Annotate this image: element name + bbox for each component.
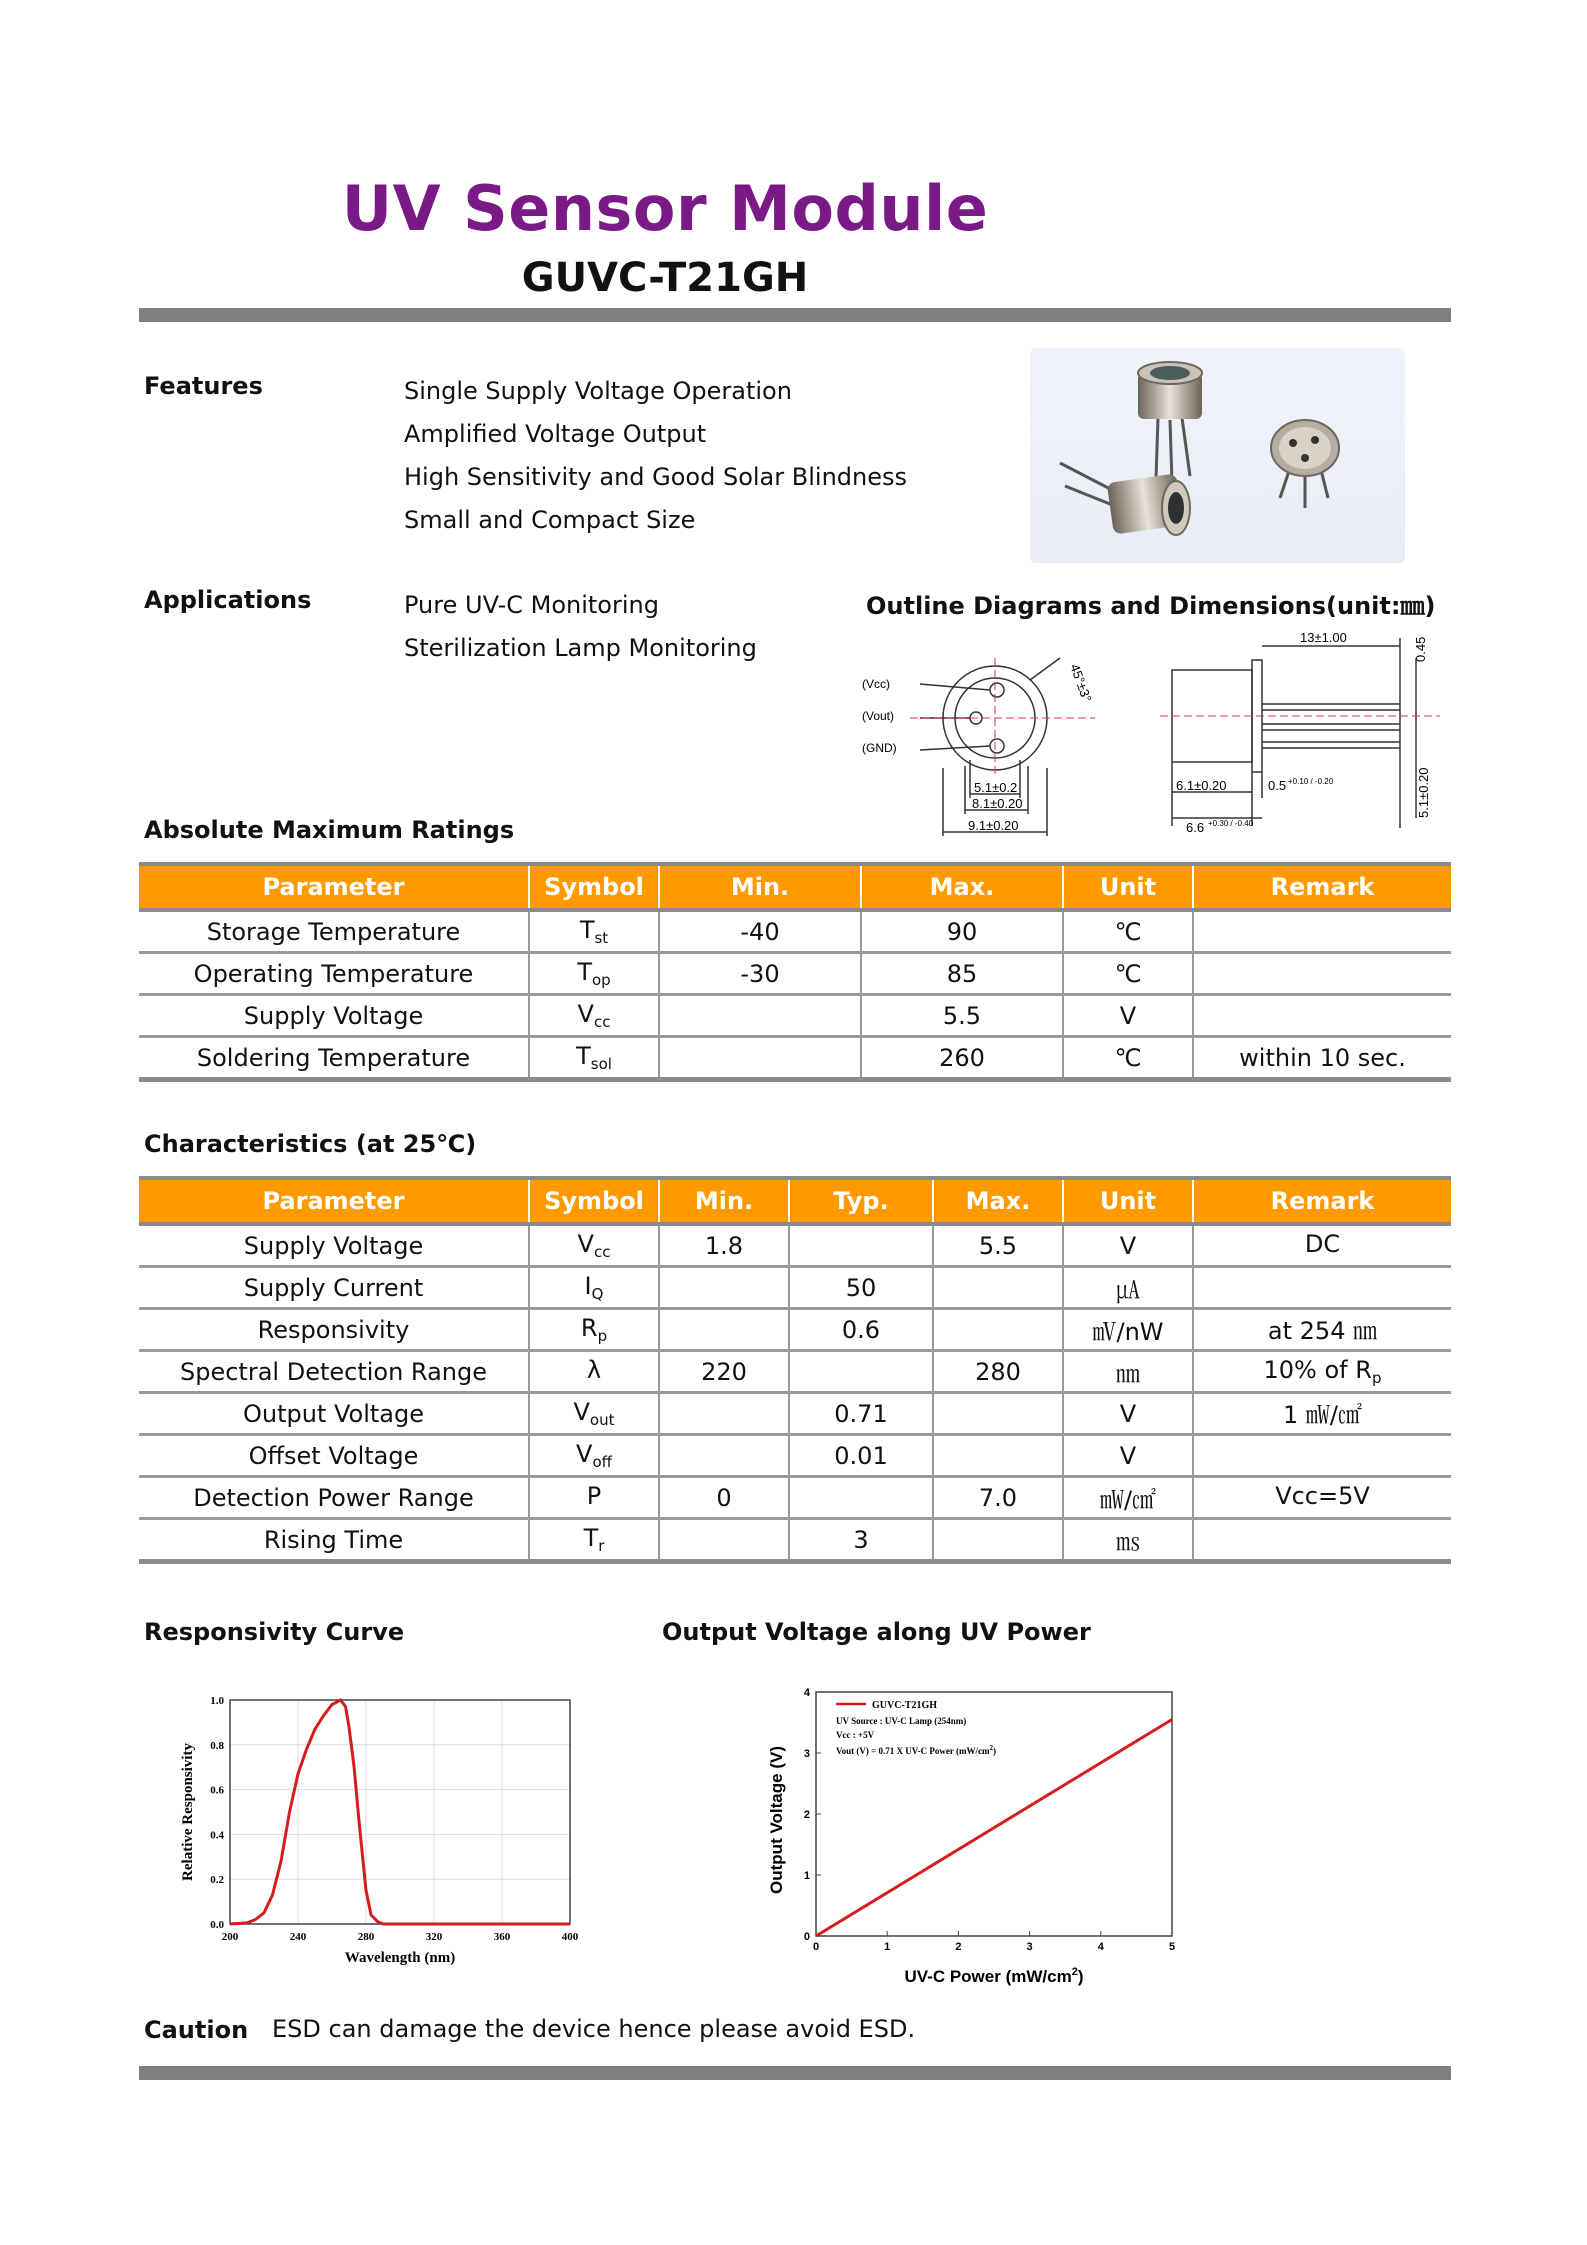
typ-cell: 3 (789, 1519, 933, 1562)
max-cell: 260 (861, 1037, 1063, 1080)
plot-frame (230, 1700, 570, 1924)
remark-cell (1193, 995, 1451, 1037)
feature-item: Small and Compact Size (404, 506, 696, 534)
dim-label: 0.5 (1268, 778, 1287, 793)
x-axis-label: Wavelength (nm) (344, 1950, 456, 1966)
remark-cell: at 254 ㎚ (1193, 1309, 1451, 1351)
table-row (139, 1351, 1451, 1393)
caution-label: Caution (144, 2016, 249, 2044)
applications-list (404, 584, 757, 670)
application-item: Sterilization Lamp Monitoring (404, 634, 757, 662)
abs-max-table (139, 862, 1451, 1082)
min-cell (659, 1037, 861, 1080)
table-row (139, 995, 1451, 1037)
x-tick-label: 400 (561, 1931, 579, 1943)
table-row (139, 953, 1451, 995)
page-title: UV Sensor Module (341, 172, 989, 245)
unit-cell: ㎳ (1063, 1519, 1193, 1562)
symbol-cell: $T_{op}$ (529, 953, 659, 995)
unit-cell: V (1063, 1435, 1193, 1477)
typ-cell (789, 1477, 933, 1519)
remark-cell: Vcc=5V (1193, 1477, 1451, 1519)
unit-cell: V (1063, 1224, 1193, 1267)
characteristics-heading: Characteristics (at 25℃) (144, 1130, 477, 1158)
symbol-cell: $V_{off}$ (529, 1435, 659, 1477)
typ-cell: 50 (789, 1267, 933, 1309)
feature-item: Amplified Voltage Output (404, 420, 707, 448)
column-header: Max. (933, 1178, 1063, 1224)
dim-label: 0.45 (1413, 636, 1428, 662)
symbol-cell: λ (529, 1351, 659, 1393)
param-cell: Storage Temperature (139, 910, 529, 953)
header-divider (139, 308, 1451, 322)
x-tick-label: 3 (1026, 1941, 1033, 1953)
y-axis-label: Output Voltage (V) (767, 1746, 786, 1894)
max-cell: 280 (933, 1351, 1063, 1393)
max-cell: 7.0 (933, 1477, 1063, 1519)
x-tick-label: 0 (812, 1941, 820, 1953)
y-tick-label: 0.8 (210, 1739, 224, 1752)
x-tick-label: 320 (425, 1931, 443, 1943)
max-cell: 5.5 (933, 1224, 1063, 1267)
column-header: Symbol (529, 1178, 659, 1224)
symbol-cell: $V_{cc}$ (529, 1224, 659, 1267)
typ-cell: 0.6 (789, 1309, 933, 1351)
param-cell: Supply Current (139, 1267, 529, 1309)
min-cell (659, 1435, 789, 1477)
pin-label-vcc: (Vcc) (862, 677, 890, 691)
output-voltage-heading: Output Voltage along UV Power (662, 1618, 1091, 1646)
output-voltage-chart (760, 1680, 1190, 1990)
symbol-cell: P (529, 1477, 659, 1519)
column-header: Parameter (139, 864, 529, 910)
symbol-cell: $T_r$ (529, 1519, 659, 1562)
table-row (139, 910, 1451, 953)
responsivity-heading: Responsivity Curve (144, 1618, 405, 1646)
angle-label: 45°±3° (1067, 661, 1095, 704)
responsivity-chart (160, 1680, 580, 1980)
symbol-cell: $R_p$ (529, 1309, 659, 1351)
x-tick-label: 280 (357, 1931, 375, 1943)
features-list (404, 370, 907, 542)
min-cell: 0 (659, 1477, 789, 1519)
outline-diagram (860, 618, 1460, 848)
table-row (139, 1309, 1451, 1351)
y-tick-label: 0.2 (210, 1874, 224, 1887)
min-cell (659, 1309, 789, 1351)
max-cell (933, 1435, 1063, 1477)
param-cell: Output Voltage (139, 1393, 529, 1435)
column-header: Unit (1063, 864, 1193, 910)
max-cell (933, 1309, 1063, 1351)
remark-cell (1193, 1435, 1451, 1477)
typ-cell (789, 1351, 933, 1393)
min-cell: -30 (659, 953, 861, 995)
param-cell: Spectral Detection Range (139, 1351, 529, 1393)
dim-label: 9.1±0.20 (968, 818, 1019, 833)
characteristics-table (139, 1176, 1451, 1564)
unit-cell: ㎽/㎠ (1063, 1477, 1193, 1519)
symbol-cell: $V_{cc}$ (529, 995, 659, 1037)
table-row (139, 1224, 1451, 1267)
symbol-cell: $T_{sol}$ (529, 1037, 659, 1080)
y-tick-label: 2 (803, 1809, 810, 1821)
remark-cell (1193, 1519, 1451, 1562)
remark-cell: DC (1193, 1224, 1451, 1267)
product-photo (1030, 348, 1405, 563)
y-tick-label: 1.0 (210, 1695, 224, 1707)
column-header: Min. (659, 1178, 789, 1224)
table-row (139, 1267, 1451, 1309)
legend-note: UV Source : UV-C Lamp (254nm) (836, 1716, 967, 1726)
x-tick-label: 240 (289, 1931, 307, 1943)
remark-cell: 1 ㎽/㎠ (1193, 1393, 1451, 1435)
legend-note: Vout (V) = 0.71 X UV-C Power $(mW/cm^2)$ (836, 1744, 996, 1756)
x-tick-label: 2 (955, 1941, 962, 1953)
y-tick-label: 1 (803, 1870, 810, 1882)
feature-item: Single Supply Voltage Operation (404, 377, 792, 405)
param-cell: Offset Voltage (139, 1435, 529, 1477)
unit-cell: ℃ (1063, 910, 1193, 953)
max-cell: 5.5 (861, 995, 1063, 1037)
caution-text: ESD can damage the device hence please avoid ESD. (272, 2015, 916, 2043)
y-tick-label: 4 (803, 1687, 810, 1699)
sensor-photo-illustration (1030, 348, 1405, 563)
table-row (139, 1037, 1451, 1080)
column-header: Remark (1193, 864, 1451, 910)
column-header: Parameter (139, 1178, 529, 1224)
max-cell: 90 (861, 910, 1063, 953)
table-row (139, 1393, 1451, 1435)
model-number: GUVC-T21GH (521, 255, 809, 301)
dim-label: 6.6 (1186, 820, 1205, 835)
min-cell: 1.8 (659, 1224, 789, 1267)
abs-max-heading: Absolute Maximum Ratings (144, 816, 515, 844)
min-cell: -40 (659, 910, 861, 953)
unit-cell: ㎂ (1063, 1267, 1193, 1309)
min-cell (659, 1519, 789, 1562)
max-cell (933, 1519, 1063, 1562)
table-header-row (139, 864, 1451, 910)
min-cell (659, 995, 861, 1037)
y-tick-label: 0.0 (210, 1919, 224, 1931)
column-header: Unit (1063, 1178, 1193, 1224)
x-tick-label: 360 (493, 1931, 511, 1943)
x-axis-label: UV-C Power $(mW/cm^2)$ (904, 1966, 1084, 1986)
remark-cell (1193, 910, 1451, 953)
legend-series-name: GUVC-T21GH (872, 1700, 937, 1711)
param-cell: Supply Voltage (139, 995, 529, 1037)
remark-cell (1193, 1267, 1451, 1309)
x-tick-label: 200 (221, 1931, 239, 1943)
max-cell (933, 1393, 1063, 1435)
symbol-cell: $T_{st}$ (529, 910, 659, 953)
column-header: Typ. (789, 1178, 933, 1224)
param-cell: Responsivity (139, 1309, 529, 1351)
table-row (139, 1477, 1451, 1519)
y-tick-label: 0.4 (210, 1829, 224, 1842)
unit-cell: ℃ (1063, 953, 1193, 995)
min-cell (659, 1393, 789, 1435)
x-tick-label: 5 (1168, 1941, 1176, 1953)
x-tick-label: 1 (884, 1941, 891, 1953)
feature-item: High Sensitivity and Good Solar Blindness (404, 463, 907, 491)
remark-cell: within 10 sec. (1193, 1037, 1451, 1080)
typ-cell: 0.01 (789, 1435, 933, 1477)
pin-label-gnd: (GND) (862, 741, 897, 755)
table-header-row (139, 1178, 1451, 1224)
unit-cell: V (1063, 995, 1193, 1037)
features-heading: Features (144, 372, 263, 400)
remark-cell (1193, 953, 1451, 995)
max-cell: 85 (861, 953, 1063, 995)
symbol-cell: $V_{out}$ (529, 1393, 659, 1435)
param-cell: Detection Power Range (139, 1477, 529, 1519)
param-cell: Soldering Temperature (139, 1037, 529, 1080)
unit-cell: V (1063, 1393, 1193, 1435)
y-tick-label: 0.6 (210, 1784, 224, 1797)
x-tick-label: 4 (1097, 1941, 1104, 1953)
column-header: Remark (1193, 1178, 1451, 1224)
y-axis-label: Relative Responsivity (180, 1743, 196, 1881)
param-cell: Operating Temperature (139, 953, 529, 995)
table-row (139, 1435, 1451, 1477)
unit-cell: ㎚ (1063, 1351, 1193, 1393)
max-cell (933, 1267, 1063, 1309)
plot-frame (816, 1692, 1172, 1936)
dim-tolerance: +0.10 / -0.20 (1288, 777, 1334, 786)
typ-cell (789, 1224, 933, 1267)
dim-label: 6.1±0.20 (1176, 778, 1227, 793)
min-cell (659, 1267, 789, 1309)
min-cell: 220 (659, 1351, 789, 1393)
outline-heading: Outline Diagrams and Dimensions(unit:㎜) (866, 592, 1436, 620)
param-cell: Supply Voltage (139, 1224, 529, 1267)
dim-label: 13±1.00 (1300, 630, 1347, 645)
y-tick-label: 3 (803, 1748, 810, 1760)
column-header: Symbol (529, 864, 659, 910)
param-cell: Rising Time (139, 1519, 529, 1562)
application-item: Pure UV-C Monitoring (404, 591, 659, 619)
footer-divider (139, 2066, 1451, 2080)
table-row (139, 1519, 1451, 1562)
typ-cell: 0.71 (789, 1393, 933, 1435)
dim-label: 5.1±0.2 (974, 780, 1018, 795)
column-header: Min. (659, 864, 861, 910)
remark-cell: 10% of $R_p$ (1193, 1351, 1451, 1393)
unit-cell: ℃ (1063, 1037, 1193, 1080)
y-tick-label: 0 (803, 1931, 810, 1943)
legend-note: Vcc : +5V (836, 1730, 875, 1740)
symbol-cell: $I_Q$ (529, 1267, 659, 1309)
dim-label: 8.1±0.20 (972, 796, 1023, 811)
dim-label: 5.1±0.20 (1416, 767, 1431, 818)
unit-cell: ㎷/nW (1063, 1309, 1193, 1351)
dim-tolerance: +0.30 / -0.40 (1208, 819, 1254, 828)
column-header: Max. (861, 864, 1063, 910)
responsivity-series-line (230, 1700, 570, 1924)
pin-label-vout: (Vout) (862, 709, 895, 723)
applications-heading: Applications (144, 586, 312, 614)
